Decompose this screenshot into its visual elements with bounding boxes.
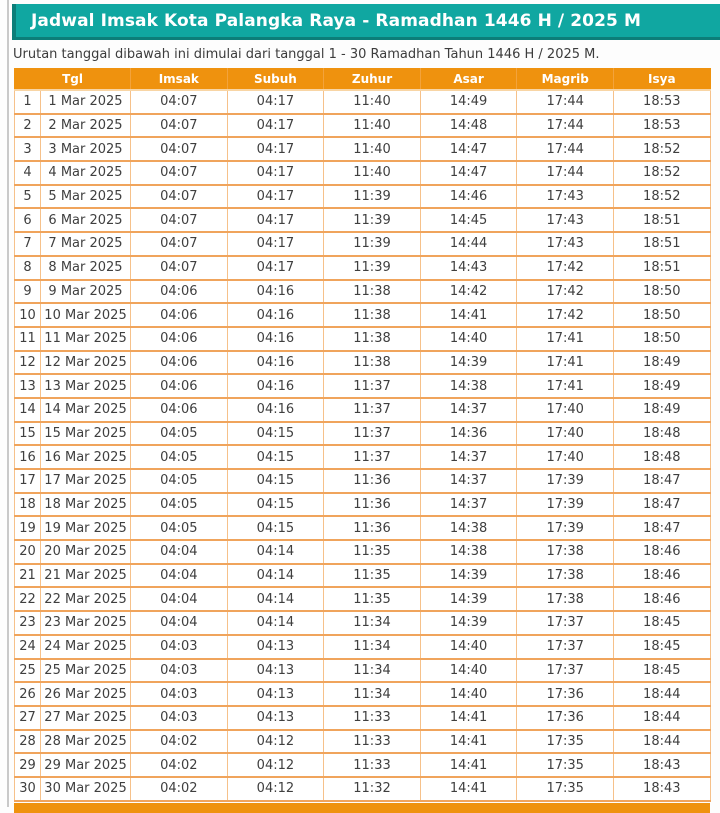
magrib-cell: 17:44 [517,114,614,138]
table-row [15,303,711,327]
magrib-cell: 17:36 [517,682,614,706]
table-body [15,90,711,801]
isya-cell: 18:51 [613,232,710,256]
date-cell: 19 Mar 2025 [41,516,131,540]
magrib-cell: 17:38 [517,564,614,588]
imsak-cell: 04:05 [131,422,228,446]
row-number-cell: 27 [15,706,41,730]
imsak-cell: 04:05 [131,516,228,540]
date-cell: 30 Mar 2025 [41,777,131,801]
date-cell: 23 Mar 2025 [41,611,131,635]
zuhur-cell: 11:32 [324,777,421,801]
asar-cell: 14:41 [420,753,517,777]
isya-cell: 18:52 [613,161,710,185]
zuhur-cell: 11:39 [324,208,421,232]
imsak-cell: 04:07 [131,114,228,138]
row-number-cell: 6 [15,208,41,232]
asar-cell: 14:39 [420,587,517,611]
subuh-cell: 04:16 [227,327,324,351]
magrib-cell: 17:44 [517,137,614,161]
isya-cell: 18:47 [613,469,710,493]
isya-cell: 18:49 [613,374,710,398]
zuhur-cell: 11:40 [324,114,421,138]
imsak-cell: 04:02 [131,777,228,801]
date-cell: 21 Mar 2025 [41,564,131,588]
subuh-cell: 04:13 [227,682,324,706]
subuh-cell: 04:17 [227,161,324,185]
isya-cell: 18:50 [613,280,710,304]
table-row [15,682,711,706]
table-row [15,137,711,161]
asar-cell: 14:41 [420,706,517,730]
magrib-cell: 17:44 [517,161,614,185]
zuhur-cell: 11:39 [324,185,421,209]
date-cell: 6 Mar 2025 [41,208,131,232]
table-row [15,493,711,517]
zuhur-cell: 11:39 [324,232,421,256]
magrib-cell: 17:43 [517,232,614,256]
table-row [15,516,711,540]
zuhur-cell: 11:37 [324,422,421,446]
asar-cell: 14:49 [420,90,517,114]
table-row [15,753,711,777]
isya-cell: 18:49 [613,351,710,375]
row-number-cell: 7 [15,232,41,256]
table-row [15,635,711,659]
table-header-row [15,69,711,91]
magrib-cell: 17:38 [517,540,614,564]
table-row [15,706,711,730]
table-row [15,374,711,398]
table-footer-bar [14,803,710,813]
imsak-cell: 04:02 [131,753,228,777]
magrib-cell: 17:36 [517,706,614,730]
row-number-cell: 18 [15,493,41,517]
imsak-cell: 04:03 [131,706,228,730]
row-number-cell: 8 [15,256,41,280]
magrib-cell: 17:44 [517,90,614,114]
asar-cell: 14:45 [420,208,517,232]
imsak-cell: 04:04 [131,587,228,611]
zuhur-cell: 11:34 [324,635,421,659]
imsak-cell: 04:07 [131,161,228,185]
subuh-cell: 04:15 [227,422,324,446]
zuhur-cell: 11:36 [324,493,421,517]
asar-cell: 14:37 [420,398,517,422]
table-row [15,422,711,446]
imsak-cell: 04:05 [131,469,228,493]
row-number-cell: 29 [15,753,41,777]
date-cell: 7 Mar 2025 [41,232,131,256]
isya-cell: 18:47 [613,493,710,517]
subuh-cell: 04:17 [227,114,324,138]
row-number-cell: 22 [15,587,41,611]
imsak-cell: 04:07 [131,232,228,256]
asar-cell: 14:40 [420,327,517,351]
asar-cell: 14:47 [420,161,517,185]
imsak-cell: 04:04 [131,564,228,588]
date-cell: 22 Mar 2025 [41,587,131,611]
zuhur-cell: 11:40 [324,161,421,185]
zuhur-cell: 11:33 [324,706,421,730]
table-row [15,280,711,304]
subuh-cell: 04:14 [227,564,324,588]
zuhur-cell: 11:35 [324,587,421,611]
date-cell: 14 Mar 2025 [41,398,131,422]
date-cell: 11 Mar 2025 [41,327,131,351]
col-header-zuhur: Zuhur [324,69,421,91]
zuhur-cell: 11:36 [324,516,421,540]
asar-cell: 14:38 [420,540,517,564]
magrib-cell: 17:42 [517,280,614,304]
row-number-cell: 13 [15,374,41,398]
zuhur-cell: 11:35 [324,564,421,588]
page-title: Jadwal Imsak Kota Palangka Raya - Ramadhan 1446 H / 2025 M [12,4,720,40]
date-cell: 18 Mar 2025 [41,493,131,517]
table-row [15,185,711,209]
zuhur-cell: 11:34 [324,682,421,706]
zuhur-cell: 11:40 [324,90,421,114]
asar-cell: 14:39 [420,611,517,635]
imsakiyah-table [14,68,711,802]
date-cell: 17 Mar 2025 [41,469,131,493]
subuh-cell: 04:14 [227,540,324,564]
row-number-cell: 28 [15,730,41,754]
asar-cell: 14:41 [420,730,517,754]
row-number-cell: 20 [15,540,41,564]
subuh-cell: 04:15 [227,469,324,493]
date-cell: 8 Mar 2025 [41,256,131,280]
table-row [15,398,711,422]
subuh-cell: 04:16 [227,351,324,375]
subuh-cell: 04:16 [227,374,324,398]
date-cell: 9 Mar 2025 [41,280,131,304]
table-row [15,114,711,138]
page-content [12,0,712,813]
asar-cell: 14:39 [420,564,517,588]
imsak-cell: 04:03 [131,682,228,706]
isya-cell: 18:52 [613,137,710,161]
row-number-cell: 10 [15,303,41,327]
asar-cell: 14:40 [420,682,517,706]
col-header-tgl: Tgl [15,69,131,91]
row-number-cell: 1 [15,90,41,114]
subuh-cell: 04:16 [227,398,324,422]
isya-cell: 18:46 [613,587,710,611]
subuh-cell: 04:12 [227,777,324,801]
isya-cell: 18:48 [613,445,710,469]
asar-cell: 14:40 [420,635,517,659]
row-number-cell: 5 [15,185,41,209]
isya-cell: 18:50 [613,327,710,351]
isya-cell: 18:50 [613,303,710,327]
imsak-cell: 04:06 [131,327,228,351]
isya-cell: 18:51 [613,256,710,280]
zuhur-cell: 11:39 [324,256,421,280]
imsak-cell: 04:07 [131,137,228,161]
row-number-cell: 9 [15,280,41,304]
isya-cell: 18:53 [613,90,710,114]
asar-cell: 14:47 [420,137,517,161]
subuh-cell: 04:17 [227,232,324,256]
subuh-cell: 04:17 [227,185,324,209]
subuh-cell: 04:14 [227,611,324,635]
row-number-cell: 3 [15,137,41,161]
imsak-cell: 04:07 [131,90,228,114]
asar-cell: 14:48 [420,114,517,138]
row-number-cell: 19 [15,516,41,540]
table-row [15,777,711,801]
date-cell: 12 Mar 2025 [41,351,131,375]
magrib-cell: 17:43 [517,185,614,209]
magrib-cell: 17:41 [517,327,614,351]
row-number-cell: 12 [15,351,41,375]
asar-cell: 14:38 [420,516,517,540]
asar-cell: 14:44 [420,232,517,256]
subuh-cell: 04:16 [227,303,324,327]
isya-cell: 18:45 [613,635,710,659]
isya-cell: 18:44 [613,682,710,706]
date-cell: 2 Mar 2025 [41,114,131,138]
magrib-cell: 17:40 [517,422,614,446]
imsak-cell: 04:06 [131,303,228,327]
imsak-cell: 04:04 [131,540,228,564]
table-row [15,659,711,683]
asar-cell: 14:37 [420,469,517,493]
col-header-magrib: Magrib [517,69,614,91]
date-cell: 28 Mar 2025 [41,730,131,754]
isya-cell: 18:49 [613,398,710,422]
row-number-cell: 11 [15,327,41,351]
asar-cell: 14:41 [420,777,517,801]
asar-cell: 14:40 [420,659,517,683]
subuh-cell: 04:17 [227,137,324,161]
zuhur-cell: 11:37 [324,374,421,398]
imsak-cell: 04:05 [131,493,228,517]
table-row [15,564,711,588]
date-cell: 16 Mar 2025 [41,445,131,469]
table-row [15,256,711,280]
isya-cell: 18:46 [613,564,710,588]
subuh-cell: 04:15 [227,516,324,540]
date-cell: 24 Mar 2025 [41,635,131,659]
subuh-cell: 04:13 [227,635,324,659]
table-row [15,469,711,493]
imsak-cell: 04:04 [131,611,228,635]
imsak-cell: 04:06 [131,351,228,375]
subuh-cell: 04:12 [227,753,324,777]
table-row [15,351,711,375]
date-cell: 1 Mar 2025 [41,90,131,114]
intro-text: Urutan tanggal dibawah ini dimulai dari tanggal 1 - 30 Ramadhan Tahun 1446 H / 2025 M. [13,47,600,62]
date-cell: 10 Mar 2025 [41,303,131,327]
imsak-cell: 04:05 [131,445,228,469]
zuhur-cell: 11:35 [324,540,421,564]
table-row [15,587,711,611]
zuhur-cell: 11:38 [324,351,421,375]
magrib-cell: 17:43 [517,208,614,232]
col-header-asar: Asar [420,69,517,91]
row-number-cell: 30 [15,777,41,801]
zuhur-cell: 11:38 [324,280,421,304]
date-cell: 13 Mar 2025 [41,374,131,398]
magrib-cell: 17:35 [517,730,614,754]
subuh-cell: 04:16 [227,280,324,304]
date-cell: 15 Mar 2025 [41,422,131,446]
magrib-cell: 17:35 [517,753,614,777]
zuhur-cell: 11:38 [324,303,421,327]
row-number-cell: 17 [15,469,41,493]
zuhur-cell: 11:37 [324,445,421,469]
isya-cell: 18:45 [613,611,710,635]
imsak-cell: 04:07 [131,185,228,209]
asar-cell: 14:42 [420,280,517,304]
row-number-cell: 14 [15,398,41,422]
table-row [15,90,711,114]
imsak-cell: 04:03 [131,635,228,659]
table-row [15,445,711,469]
row-number-cell: 15 [15,422,41,446]
zuhur-cell: 11:40 [324,137,421,161]
table-row [15,161,711,185]
imsak-cell: 04:02 [131,730,228,754]
table-row [15,232,711,256]
magrib-cell: 17:40 [517,398,614,422]
asar-cell: 14:37 [420,445,517,469]
col-header-imsak: Imsak [131,69,228,91]
table-row [15,540,711,564]
asar-cell: 14:46 [420,185,517,209]
row-number-cell: 26 [15,682,41,706]
magrib-cell: 17:41 [517,351,614,375]
zuhur-cell: 11:33 [324,753,421,777]
asar-cell: 14:38 [420,374,517,398]
table-row [15,208,711,232]
asar-cell: 14:37 [420,493,517,517]
magrib-cell: 17:39 [517,493,614,517]
isya-cell: 18:46 [613,540,710,564]
magrib-cell: 17:42 [517,256,614,280]
row-number-cell: 25 [15,659,41,683]
isya-cell: 18:43 [613,777,710,801]
date-cell: 29 Mar 2025 [41,753,131,777]
magrib-cell: 17:37 [517,659,614,683]
date-cell: 27 Mar 2025 [41,706,131,730]
zuhur-cell: 11:33 [324,730,421,754]
isya-cell: 18:52 [613,185,710,209]
isya-cell: 18:44 [613,730,710,754]
isya-cell: 18:44 [613,706,710,730]
row-number-cell: 21 [15,564,41,588]
magrib-cell: 17:37 [517,635,614,659]
zuhur-cell: 11:36 [324,469,421,493]
zuhur-cell: 11:34 [324,659,421,683]
subuh-cell: 04:13 [227,659,324,683]
date-cell: 5 Mar 2025 [41,185,131,209]
asar-cell: 14:36 [420,422,517,446]
subuh-cell: 04:12 [227,730,324,754]
imsak-cell: 04:07 [131,208,228,232]
date-cell: 25 Mar 2025 [41,659,131,683]
isya-cell: 18:43 [613,753,710,777]
subuh-cell: 04:17 [227,208,324,232]
row-number-cell: 23 [15,611,41,635]
date-cell: 4 Mar 2025 [41,161,131,185]
subuh-cell: 04:17 [227,256,324,280]
imsak-cell: 04:03 [131,659,228,683]
magrib-cell: 17:38 [517,587,614,611]
imsak-cell: 04:06 [131,398,228,422]
date-cell: 3 Mar 2025 [41,137,131,161]
row-number-cell: 2 [15,114,41,138]
asar-cell: 14:43 [420,256,517,280]
isya-cell: 18:48 [613,422,710,446]
magrib-cell: 17:42 [517,303,614,327]
isya-cell: 18:45 [613,659,710,683]
isya-cell: 18:47 [613,516,710,540]
zuhur-cell: 11:34 [324,611,421,635]
imsak-cell: 04:06 [131,374,228,398]
isya-cell: 18:53 [613,114,710,138]
magrib-cell: 17:40 [517,445,614,469]
asar-cell: 14:41 [420,303,517,327]
subuh-cell: 04:15 [227,445,324,469]
row-number-cell: 16 [15,445,41,469]
table-row [15,611,711,635]
table-row [15,730,711,754]
asar-cell: 14:39 [420,351,517,375]
isya-cell: 18:51 [613,208,710,232]
magrib-cell: 17:41 [517,374,614,398]
subuh-cell: 04:17 [227,90,324,114]
subuh-cell: 04:14 [227,587,324,611]
magrib-cell: 17:39 [517,469,614,493]
date-cell: 20 Mar 2025 [41,540,131,564]
subuh-cell: 04:15 [227,493,324,517]
imsak-cell: 04:06 [131,280,228,304]
zuhur-cell: 11:37 [324,398,421,422]
date-cell: 26 Mar 2025 [41,682,131,706]
row-number-cell: 4 [15,161,41,185]
imsak-cell: 04:07 [131,256,228,280]
page-left-border [7,0,9,807]
col-header-subuh: Subuh [227,69,324,91]
subuh-cell: 04:13 [227,706,324,730]
magrib-cell: 17:39 [517,516,614,540]
col-header-isya: Isya [613,69,710,91]
magrib-cell: 17:37 [517,611,614,635]
row-number-cell: 24 [15,635,41,659]
magrib-cell: 17:35 [517,777,614,801]
zuhur-cell: 11:38 [324,327,421,351]
table-row [15,327,711,351]
